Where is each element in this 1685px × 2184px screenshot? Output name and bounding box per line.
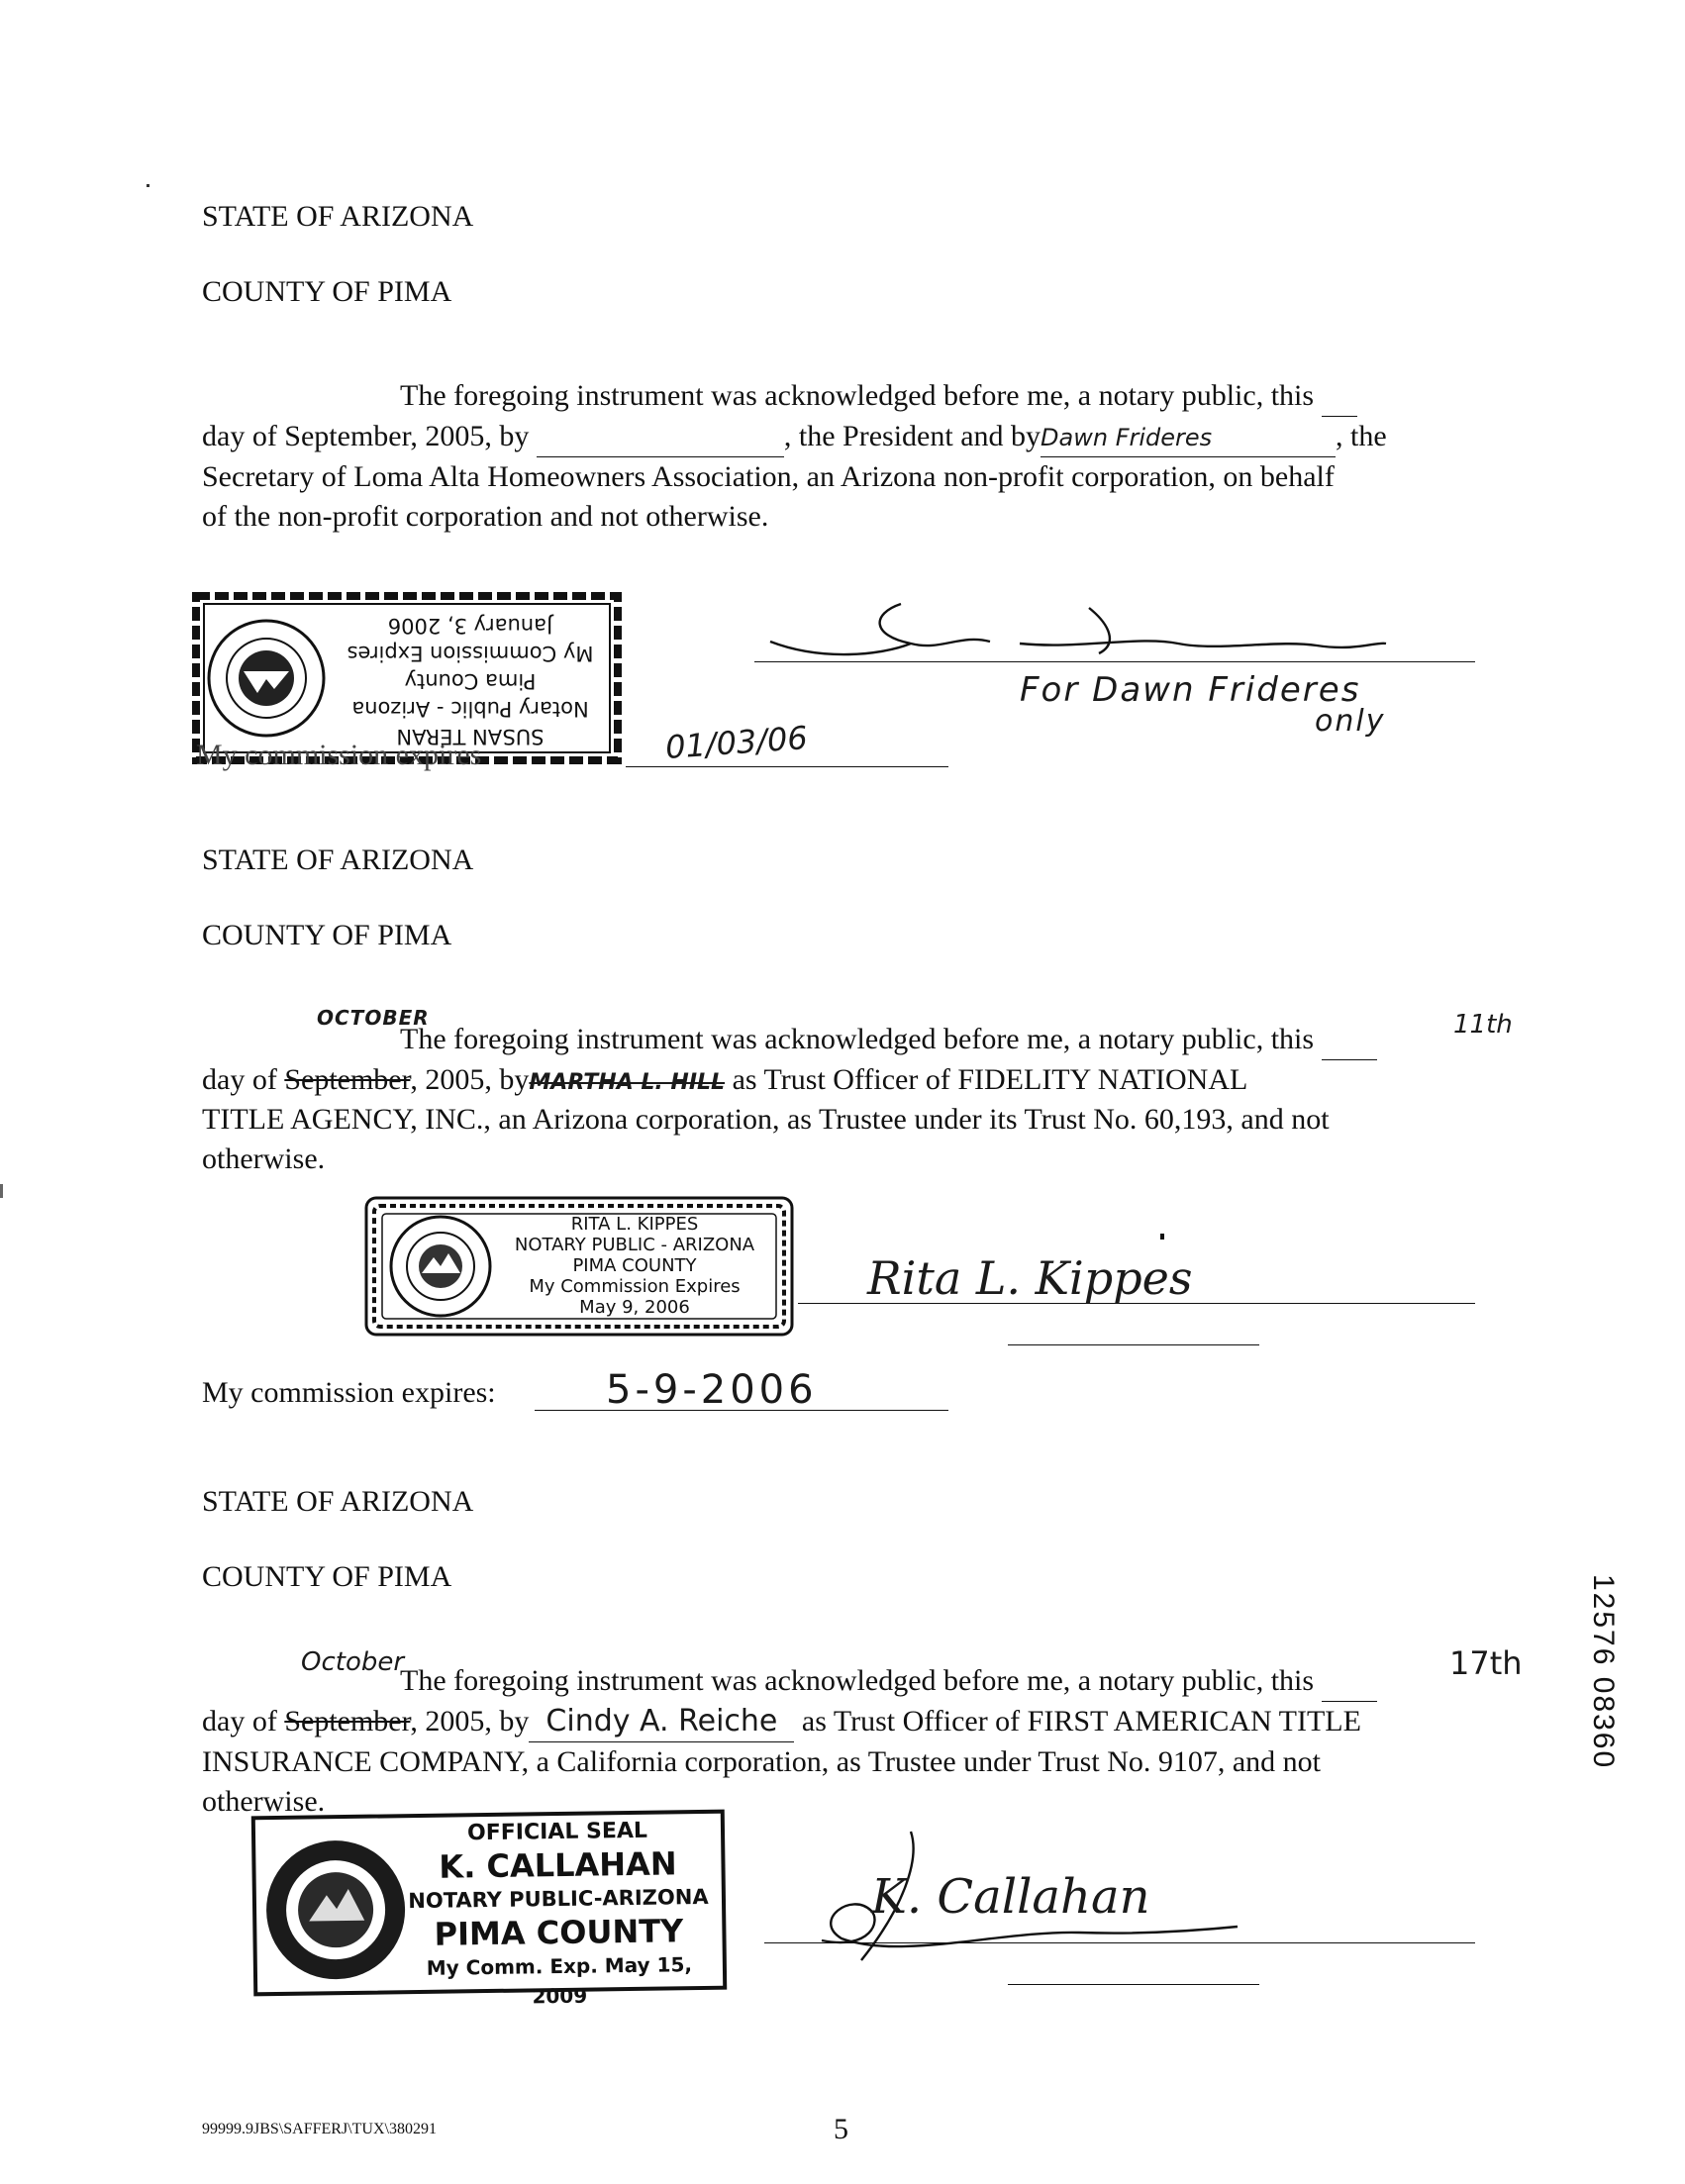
day-blank <box>1322 376 1357 417</box>
stamp-line: May 9, 2006 <box>579 1297 690 1318</box>
handwritten-month-insert-3: October <box>301 1647 405 1677</box>
stamp-line: RITA L. KIPPES <box>570 1214 699 1235</box>
acknowledgment-paragraph <box>202 1661 1489 1822</box>
state-heading: STATE OF ARIZONA <box>202 1485 474 1518</box>
handwritten-day-3: 17th <box>1449 1644 1523 1682</box>
arizona-seal-icon <box>386 1212 495 1321</box>
acknowledgment-paragraph <box>202 376 1489 537</box>
handwritten-trust-officer-name: MARTHA L. HILL <box>529 1070 726 1095</box>
county-heading: COUNTY OF PIMA <box>202 1560 452 1593</box>
paragraph-text: , the President and by <box>783 420 1041 452</box>
ink-dot <box>1160 1234 1164 1240</box>
paragraph-text: , the <box>1336 420 1387 452</box>
signature-text-3: K. Callahan <box>871 1869 1150 1925</box>
paragraph-text: otherwise. <box>202 1785 326 1818</box>
handwritten-expires-date-1: 01/03/06 <box>663 719 809 766</box>
day-blank <box>1322 1020 1377 1060</box>
margin-record-number: 12576 08360 <box>1587 1574 1620 1770</box>
arizona-seal-icon <box>260 1835 411 1985</box>
paragraph-text: The foregoing instrument was acknowledged before me, a notary public, this <box>400 1023 1315 1055</box>
handwritten-secretary-name: Dawn Frideres <box>1041 424 1213 451</box>
paragraph-text: day of September, 2005, by <box>202 420 530 452</box>
notary-stamp-kippes <box>362 1194 796 1339</box>
president-blank <box>537 417 784 457</box>
paragraph-text: The foregoing instrument was acknowledged before me, a notary public, this <box>400 379 1315 412</box>
county-heading: COUNTY OF PIMA <box>202 275 452 308</box>
paragraph-text: day of <box>202 1063 277 1096</box>
paragraph-text: , 2005, by <box>410 1705 530 1737</box>
paragraph-text: day of <box>202 1705 277 1737</box>
scan-speck <box>147 184 149 187</box>
paragraph-text: , 2005, by <box>410 1063 530 1096</box>
handwritten-note-for: For Dawn Frideres <box>1020 670 1361 710</box>
county-heading: COUNTY OF PIMA <box>202 919 452 951</box>
arizona-seal-icon <box>204 616 329 741</box>
paragraph-text: TITLE AGENCY, INC., an Arizona corporation, as Trustee under its Trust No. 60,193, and not <box>202 1103 1330 1136</box>
stamp-line: NOTARY PUBLIC - ARIZONA <box>514 1235 755 1255</box>
stamp-line: SUSAN TERAN <box>396 725 545 748</box>
stamp-line: January 3, 2006 <box>387 614 553 638</box>
state-heading: STATE OF ARIZONA <box>202 844 474 876</box>
commission-expires-label-1: My commission expires <box>196 739 482 771</box>
stamp-line: PIMA COUNTY <box>434 1912 684 1953</box>
handwritten-day-2: 11th <box>1453 1010 1513 1040</box>
scan-edge-mark <box>0 1184 3 1198</box>
signature-text-2: Rita L. Kippes <box>867 1251 1193 1305</box>
struck-month: September <box>284 1063 411 1096</box>
paragraph-text: The foregoing instrument was acknowledged before me, a notary public, this <box>400 1664 1315 1697</box>
signature-subline-2 <box>1008 1344 1259 1345</box>
stamp-line: PIMA COUNTY <box>572 1255 697 1276</box>
stamp-line: My Commission Expires <box>347 642 594 665</box>
handwritten-expires-date-2: 5-9-2006 <box>606 1367 818 1413</box>
expires-line-1 <box>626 766 948 767</box>
document-id: 99999.9JBS\SAFFERJ\TUX\380291 <box>202 2121 437 2137</box>
struck-month: September <box>284 1705 411 1737</box>
stamp-line: My Commission Expires <box>529 1276 741 1297</box>
stamp-line: NOTARY PUBLIC-ARIZONA <box>408 1884 709 1914</box>
commission-expires-label-2: My commission expires: <box>202 1376 496 1409</box>
acknowledgment-paragraph <box>202 1020 1489 1179</box>
day-blank <box>1322 1661 1377 1702</box>
stamp-line: Notary Public - Arizona <box>351 697 589 721</box>
handwritten-trust-officer-name: Cindy A. Reiche <box>545 1704 778 1738</box>
paragraph-text: as Trust Officer of FIRST AMERICAN TITLE <box>801 1705 1361 1737</box>
secretary-blank <box>1041 417 1336 457</box>
paragraph-text: INSURANCE COMPANY, a California corporation, as Trustee under Trust No. 9107, and not <box>202 1745 1322 1778</box>
paragraph-text: Secretary of Loma Alta Homeowners Association, an Arizona non-profit corporation, on behalf <box>202 460 1335 493</box>
paragraph-text: as Trust Officer of FIDELITY NATIONAL <box>732 1063 1248 1096</box>
paragraph-text: otherwise. <box>202 1142 326 1175</box>
page-number: 5 <box>834 2113 848 2145</box>
handwritten-note-only: only <box>1315 704 1386 739</box>
stamp-line: My Comm. Exp. May 15, 2009 <box>426 1952 693 2009</box>
notary-stamp-callahan <box>250 1809 729 2009</box>
paragraph-text: of the non-profit corporation and not otherwise. <box>202 500 769 533</box>
stamp-line: Pima County <box>404 669 537 693</box>
handwritten-month-insert-2: OCTOBER <box>317 1006 430 1030</box>
stamp-line: K. CALLAHAN <box>439 1844 677 1886</box>
stamp-line: OFFICIAL SEAL <box>466 1818 648 1846</box>
state-heading: STATE OF ARIZONA <box>202 200 474 233</box>
